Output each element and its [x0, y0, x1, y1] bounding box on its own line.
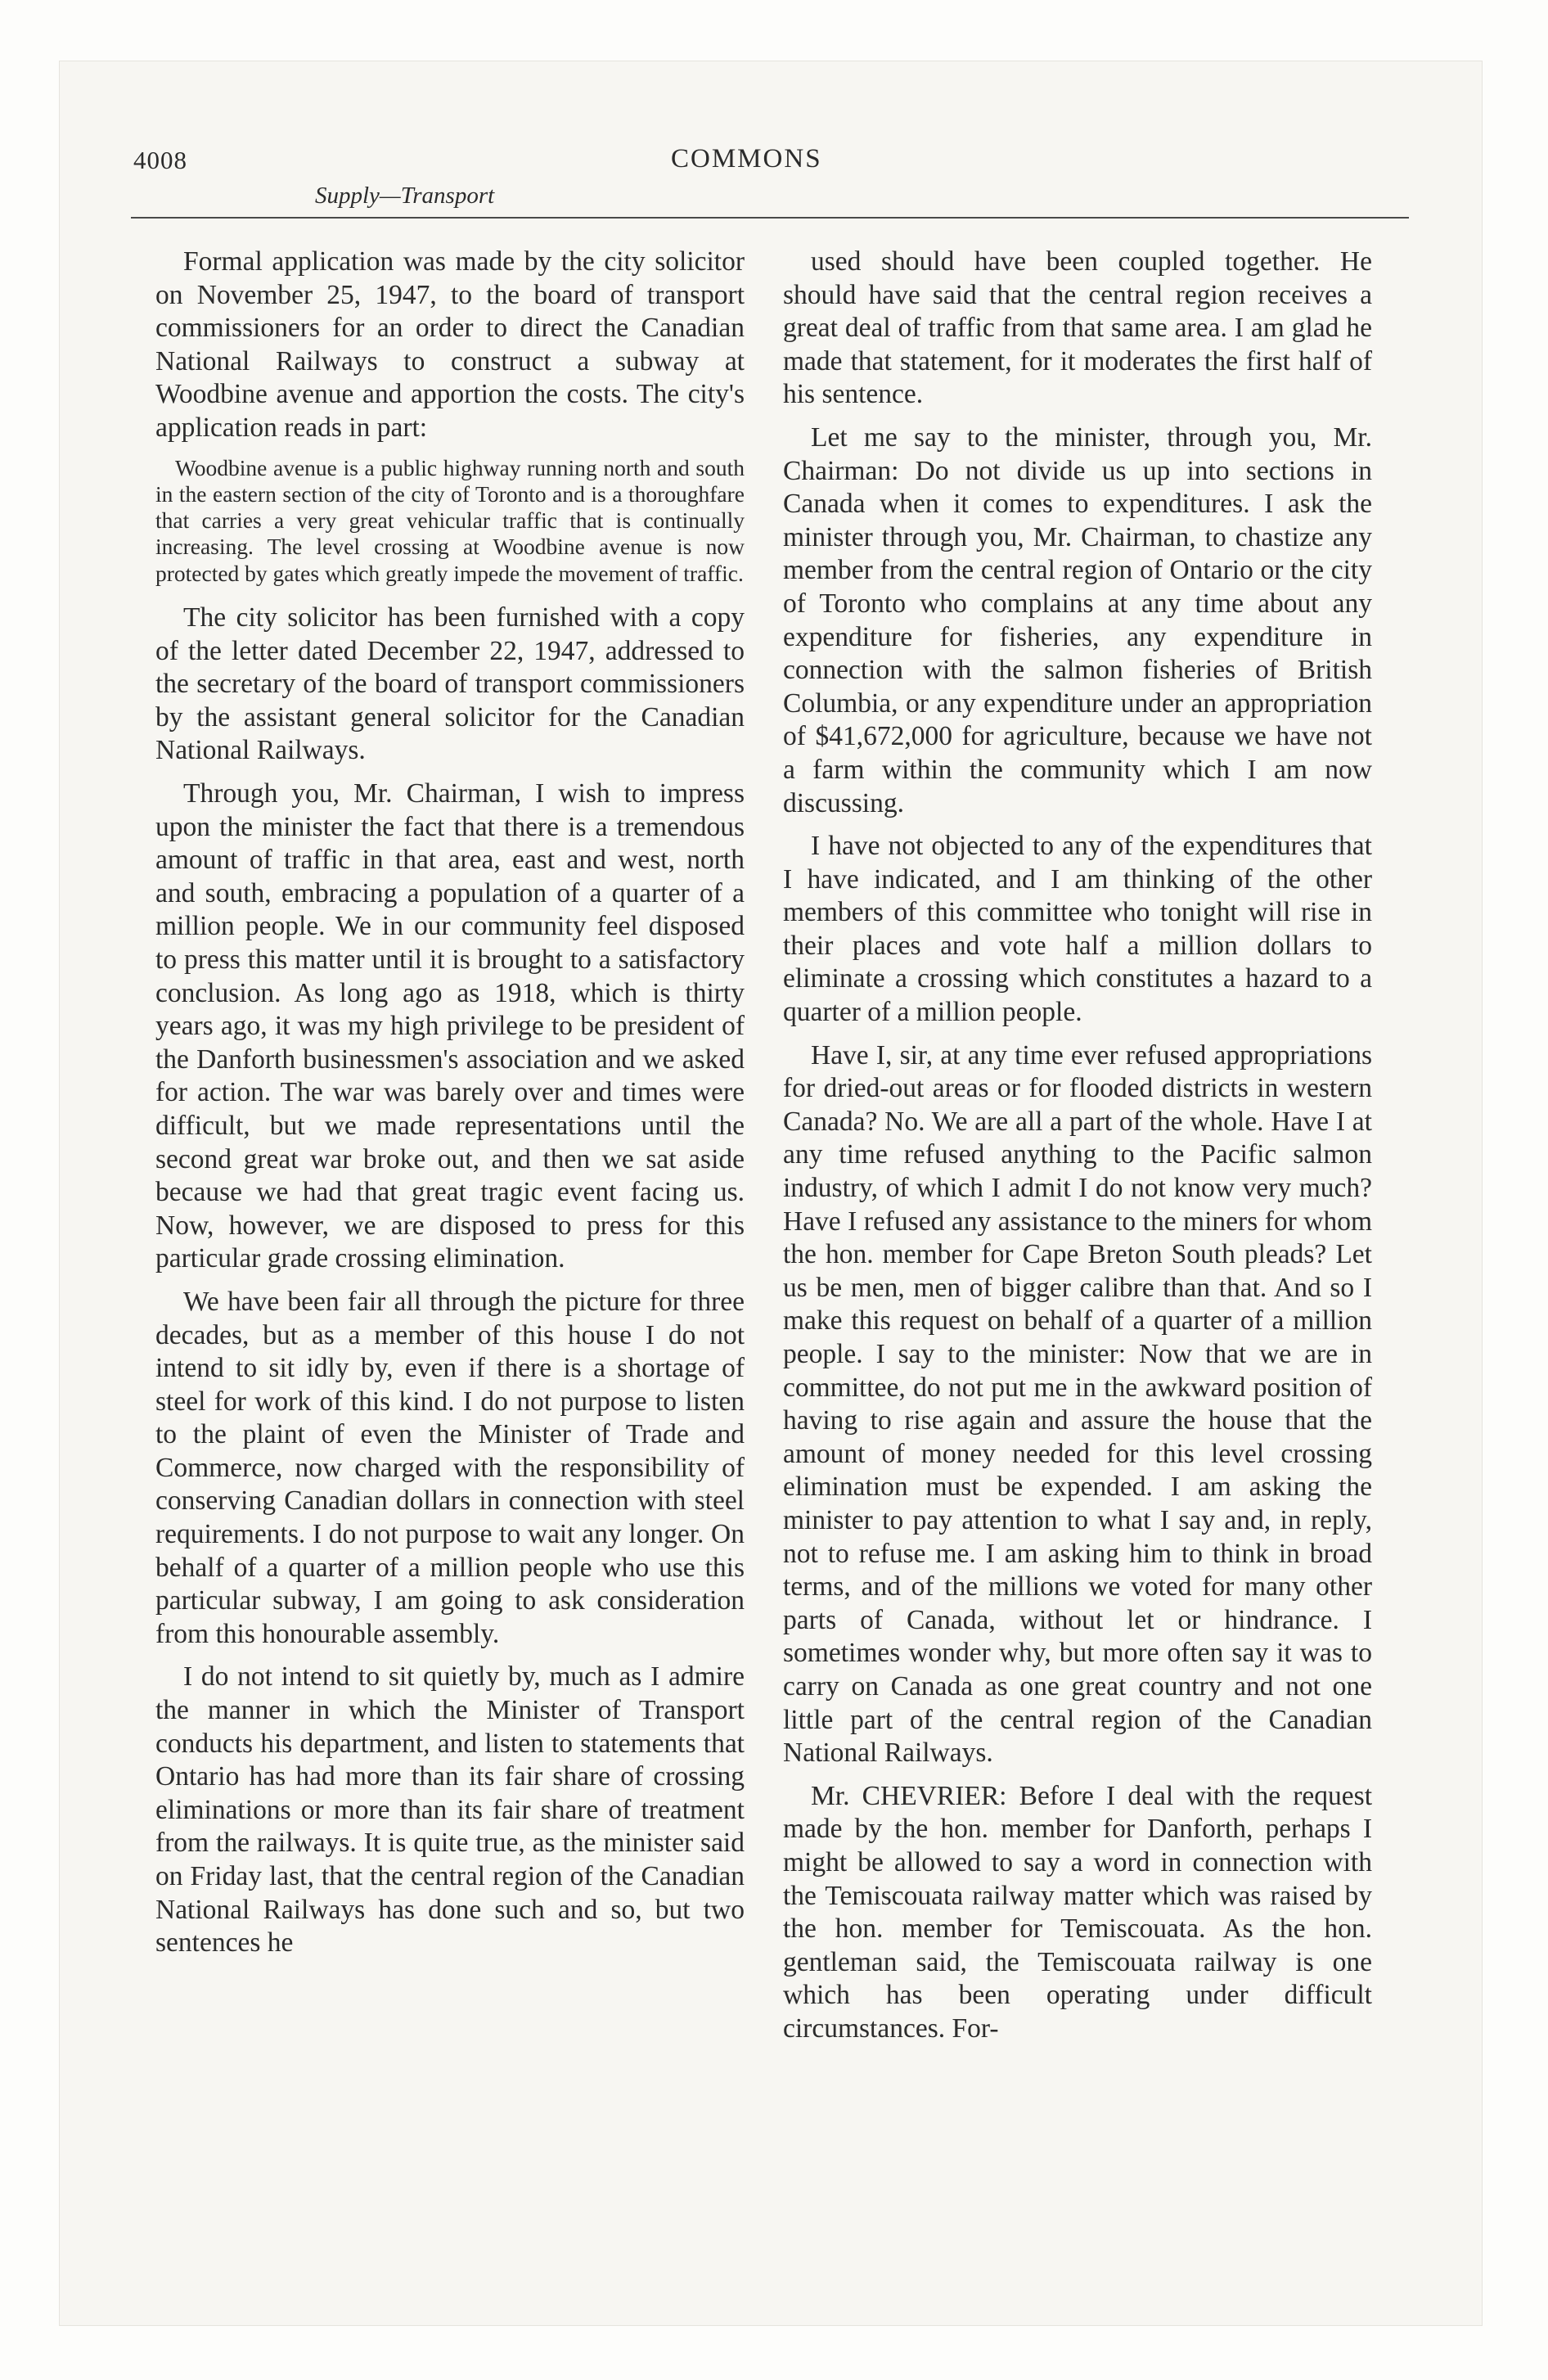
- paragraph: I have not objected to any of the expenditures that I have indicated, and I am thinking of the other members of this committee who tonight will rise in their places and vote half a million dollars to eliminate a crossing which constitutes a hazard to a quarter of a million people.: [783, 831, 1372, 1028]
- paragraph: The city solicitor has been furnished with a copy of the letter dated December 22, 1947, addressed to the secretary of the board of transport commissioners by the assistant general solicitor for the Canadian National Railways.: [155, 602, 745, 766]
- paragraph: used should have been coupled together. He should have said that the central region receives a great deal of traffic from that same area. I am glad he made that statement, for it moderates the first half of his sentence.: [783, 246, 1372, 410]
- running-head: Supply—Transport: [315, 183, 495, 209]
- paragraph: We have been fair all through the picture for three decades, but as a member of this house I do not intend to sit idly by, even if there is a shortage of steel for work of this kind. I do not purpose to listen to the plaint of even the Minister of Trade and Commerce, now charged with the responsibility of conserving Canadian dollars in connection with steel requirements. I do not purpose to wait any longer. On behalf of a quarter of a million people who use this particular subway, I am going to ask consideration from this honourable assembly.: [155, 1286, 745, 1649]
- paragraph: Formal application was made by the city solicitor on November 25, 1947, to the board of transport commissioners for an order to direct the Canadian National Railways to construct a subway at Woodbine avenue and apportion the costs. The city's application reads in part:: [155, 246, 745, 443]
- section-title: COMMONS: [671, 144, 822, 174]
- paragraph: Through you, Mr. Chairman, I wish to impress upon the minister the fact that there is a tremendous amount of traffic in that area, east and west, north and south, embracing a population of a quarter of a million people. We in our community feel disposed to press this matter until it is brought to a satisfactory conclusion. As long ago as 1918, which is thirty years ago, it was my high privilege to be president of the Danforth businessmen's association and we asked for action. The war was barely over and times were difficult, but we made representations until the second great war broke out, and then we sat aside because we had that great tragic event facing us. Now, however, we are disposed to press for this particular grade crossing elimination.: [155, 778, 745, 1274]
- page-number: 4008: [133, 146, 187, 174]
- left-column: [155, 246, 745, 1970]
- page-header: [0, 0, 1548, 229]
- paragraph: I do not intend to sit quietly by, much as I admire the manner in which the Minister of Transport conducts his department, and listen to statements that Ontario has had more than its fair share of crossing eliminations or more than its fair share of treatment from the railways. It is quite true, as the minister said on Friday last, that the central region of the Canadian National Railways has done such and so, but two sentences he: [155, 1661, 745, 1959]
- paragraph: Mr. CHEVRIER: Before I deal with the request made by the hon. member for Danforth, perhaps I might be allowed to say a word in connection with the Temiscouata railway matter which was raised by the hon. member for Temiscouata. As the hon. gentleman said, the Temiscouata railway is one which has been operating under difficult circumstances. For-: [783, 1780, 1372, 2044]
- right-column: [783, 246, 1372, 2055]
- block-quote: Woodbine avenue is a public highway running north and south in the eastern section of the city of Toronto and is a thoroughfare that carries a very great vehicular traffic that is continually increasing. The level crossing at Woodbine avenue is now protected by gates which greatly impede the movement of traffic.: [155, 454, 745, 586]
- header-rule: [131, 217, 1409, 219]
- paragraph: Have I, sir, at any time ever refused appropriations for dried-out areas or for flooded districts in western Canada? No. We are all a part of the whole. Have I at any time refused anything to the Pacific salmon industry, of which I admit I do not know very much? Have I refused any assistance to the miners for whom the hon. member for Cape Breton South pleads? Let us be men, men of bigger calibre than that. And so I make this request on behalf of a quarter of a million people. I say to the minister: Now that we are in committee, do not put me in the awkward position of having to rise again and assure the house that the amount of money needed for this level crossing elimination must be expended. I am asking the minister to pay attention to what I say and, in reply, not to refuse me. I am asking him to think in broad terms, and of the millions we voted for many other parts of Canada, without let or hindrance. I sometimes wonder why, but more often say it was to carry on Canada as one great country and not one little part of the central region of the Canadian National Railways.: [783, 1039, 1372, 1769]
- paragraph: Let me say to the minister, through you, Mr. Chairman: Do not divide us up into sections in Canada when it comes to expenditures. I ask the minister through you, Mr. Chairman, to chastize any member from the central region of Ontario or the city of Toronto who complains at any time about any expenditure for fisheries, any expenditure in connection with the salmon fisheries of British Columbia, or any expenditure under an appropriation of $41,672,000 for agriculture, because we have not a farm within the community which I am now discussing.: [783, 421, 1372, 818]
